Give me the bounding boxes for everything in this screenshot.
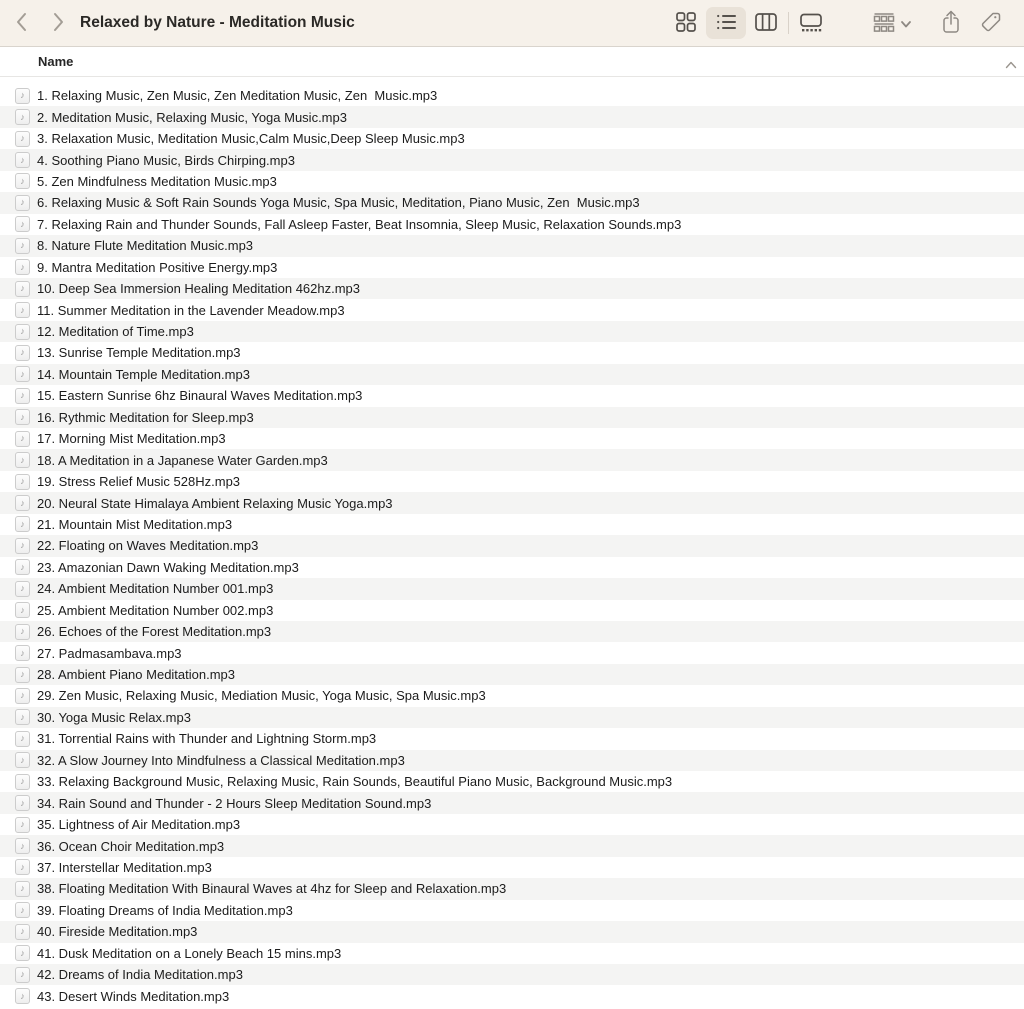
file-row[interactable] — [0, 428, 1024, 449]
file-name: 29. Zen Music, Relaxing Music, Mediation Music, Yoga Music, Spa Music.mp3 — [37, 688, 486, 704]
chevron-left-icon — [15, 12, 27, 35]
file-name: 27. Padmasambava.mp3 — [37, 645, 182, 661]
audio-file-icon: ♪ — [15, 366, 30, 382]
audio-file-icon: ♪ — [15, 495, 30, 511]
audio-file-icon: ♪ — [15, 581, 30, 597]
file-row[interactable] — [0, 707, 1024, 728]
audio-file-icon: ♪ — [15, 752, 30, 768]
audio-file-icon: ♪ — [15, 859, 30, 875]
file-row[interactable] — [0, 578, 1024, 599]
file-row[interactable] — [0, 192, 1024, 213]
file-row[interactable] — [0, 171, 1024, 192]
file-name: 36. Ocean Choir Meditation.mp3 — [37, 838, 225, 854]
file-name: 42. Dreams of India Meditation.mp3 — [37, 967, 243, 983]
list-view-icon — [715, 11, 737, 36]
group-icon — [872, 11, 896, 36]
icon-view-button[interactable] — [666, 7, 706, 39]
audio-file-icon: ♪ — [15, 924, 30, 940]
audio-file-icon: ♪ — [15, 838, 30, 854]
file-row[interactable] — [0, 535, 1024, 556]
file-name: 18. A Meditation in a Japanese Water Garden.mp3 — [37, 452, 328, 468]
group-button[interactable] — [864, 7, 918, 39]
grid-view-icon — [675, 11, 697, 36]
list-column-header — [0, 47, 1024, 77]
file-row[interactable] — [0, 750, 1024, 771]
file-row[interactable] — [0, 878, 1024, 899]
file-name: 12. Meditation of Time.mp3 — [37, 324, 194, 340]
audio-file-icon: ♪ — [15, 88, 30, 104]
chevron-right-icon — [53, 12, 65, 35]
audio-file-icon: ♪ — [15, 109, 30, 125]
audio-file-icon: ♪ — [15, 173, 30, 189]
audio-file-icon: ♪ — [15, 238, 30, 254]
file-row[interactable] — [0, 492, 1024, 513]
file-name: 10. Deep Sea Immersion Healing Meditation 462hz.mp3 — [37, 281, 361, 297]
file-row[interactable] — [0, 278, 1024, 299]
audio-file-icon: ♪ — [15, 967, 30, 983]
file-row[interactable] — [0, 900, 1024, 921]
file-name: 16. Rythmic Meditation for Sleep.mp3 — [37, 409, 254, 425]
gallery-view-icon — [799, 11, 823, 36]
file-name: 32. A Slow Journey Into Mindfulness a Classical Meditation.mp3 — [37, 752, 405, 768]
file-name: 13. Sunrise Temple Meditation.mp3 — [37, 345, 241, 361]
audio-file-icon: ♪ — [15, 795, 30, 811]
audio-file-icon: ♪ — [15, 817, 30, 833]
file-row[interactable] — [0, 364, 1024, 385]
audio-file-icon: ♪ — [15, 602, 30, 618]
file-row[interactable] — [0, 85, 1024, 106]
file-row[interactable] — [0, 106, 1024, 127]
file-row[interactable] — [0, 642, 1024, 663]
file-row[interactable] — [0, 557, 1024, 578]
file-name: 15. Eastern Sunrise 6hz Binaural Waves Meditation.mp3 — [37, 388, 363, 404]
file-name: 38. Floating Meditation With Binaural Waves at 4hz for Sleep and Relaxation.mp3 — [37, 881, 507, 897]
file-row[interactable] — [0, 407, 1024, 428]
audio-file-icon: ♪ — [15, 259, 30, 275]
column-view-button[interactable] — [746, 7, 786, 39]
audio-file-icon: ♪ — [15, 688, 30, 704]
file-name: 21. Mountain Mist Meditation.mp3 — [37, 516, 233, 532]
file-name: 6. Relaxing Music & Soft Rain Sounds Yoga Music, Spa Music, Meditation, Piano Music, Zen Music.mp3 — [37, 195, 640, 211]
file-row[interactable] — [0, 621, 1024, 642]
audio-file-icon: ♪ — [15, 388, 30, 404]
file-row[interactable] — [0, 771, 1024, 792]
file-name: 14. Mountain Temple Meditation.mp3 — [37, 366, 250, 382]
file-row[interactable] — [0, 128, 1024, 149]
file-row[interactable] — [0, 321, 1024, 342]
list-view-button[interactable] — [706, 7, 746, 39]
file-name: 28. Ambient Piano Meditation.mp3 — [37, 667, 236, 683]
chevron-down-icon — [901, 16, 911, 31]
audio-file-icon: ♪ — [15, 538, 30, 554]
file-name: 41. Dusk Meditation on a Lonely Beach 15 mins.mp3 — [37, 945, 342, 961]
file-name: 25. Ambient Meditation Number 002.mp3 — [37, 602, 274, 618]
audio-file-icon: ♪ — [15, 945, 30, 961]
file-name: 2. Meditation Music, Relaxing Music, Yoga Music.mp3 — [37, 109, 347, 125]
back-button[interactable] — [6, 9, 36, 37]
file-name: 1. Relaxing Music, Zen Music, Zen Meditation Music, Zen Music.mp3 — [37, 88, 438, 104]
audio-file-icon: ♪ — [15, 152, 30, 168]
file-name: 30. Yoga Music Relax.mp3 — [37, 709, 191, 725]
file-name: 17. Morning Mist Meditation.mp3 — [37, 431, 226, 447]
file-row[interactable] — [0, 985, 1024, 1006]
file-row[interactable] — [0, 728, 1024, 749]
file-name: 40. Fireside Meditation.mp3 — [37, 924, 198, 940]
file-name: 7. Relaxing Rain and Thunder Sounds, Fall Asleep Faster, Beat Insomnia, Sleep Music, Relaxation Sounds.mp3 — [37, 216, 682, 232]
file-name: 31. Torrential Rains with Thunder and Lightning Storm.mp3 — [37, 731, 377, 747]
window-title: Relaxed by Nature - Meditation Music — [80, 14, 355, 31]
audio-file-icon: ♪ — [15, 774, 30, 790]
audio-file-icon: ♪ — [15, 281, 30, 297]
file-row[interactable] — [0, 342, 1024, 363]
file-row[interactable] — [0, 964, 1024, 985]
tag-button[interactable] — [972, 7, 1010, 39]
file-name: 33. Relaxing Background Music, Relaxing Music, Rain Sounds, Beautiful Piano Music, Background Music.mp3 — [37, 774, 673, 790]
audio-file-icon: ♪ — [15, 216, 30, 232]
file-name: 19. Stress Relief Music 528Hz.mp3 — [37, 474, 241, 490]
file-row[interactable] — [0, 449, 1024, 470]
file-name: 24. Ambient Meditation Number 001.mp3 — [37, 581, 274, 597]
view-switcher — [666, 7, 831, 39]
file-name: 26. Echoes of the Forest Meditation.mp3 — [37, 624, 272, 640]
file-name: 34. Rain Sound and Thunder - 2 Hours Sleep Meditation Sound.mp3 — [37, 795, 432, 811]
audio-file-icon: ♪ — [15, 902, 30, 918]
file-row[interactable] — [0, 814, 1024, 835]
file-name: 35. Lightness of Air Meditation.mp3 — [37, 817, 241, 833]
file-name: 23. Amazonian Dawn Waking Meditation.mp3 — [37, 559, 299, 575]
file-row[interactable] — [0, 235, 1024, 256]
file-name: 9. Mantra Meditation Positive Energy.mp3 — [37, 259, 278, 275]
audio-file-icon: ♪ — [15, 131, 30, 147]
file-name: 5. Zen Mindfulness Meditation Music.mp3 — [37, 173, 277, 189]
file-row[interactable] — [0, 857, 1024, 878]
file-row[interactable] — [0, 792, 1024, 813]
audio-file-icon: ♪ — [15, 474, 30, 490]
column-view-icon — [754, 11, 778, 36]
file-row[interactable] — [0, 514, 1024, 535]
file-row[interactable] — [0, 685, 1024, 706]
audio-file-icon: ♪ — [15, 452, 30, 468]
file-name: 20. Neural State Himalaya Ambient Relaxing Music Yoga.mp3 — [37, 495, 393, 511]
file-name: 4. Soothing Piano Music, Birds Chirping.mp3 — [37, 152, 295, 168]
file-row[interactable] — [0, 385, 1024, 406]
gallery-view-button[interactable] — [791, 7, 831, 39]
file-row[interactable] — [0, 835, 1024, 856]
audio-file-icon: ♪ — [15, 645, 30, 661]
share-button[interactable] — [932, 7, 970, 39]
audio-file-icon: ♪ — [15, 409, 30, 425]
file-name: 37. Interstellar Meditation.mp3 — [37, 859, 212, 875]
audio-file-icon: ♪ — [15, 881, 30, 897]
audio-file-icon: ♪ — [15, 195, 30, 211]
audio-file-icon: ♪ — [15, 709, 30, 725]
share-icon — [941, 9, 961, 38]
file-row[interactable] — [0, 214, 1024, 235]
file-name: 39. Floating Dreams of India Meditation.mp3 — [37, 902, 293, 918]
file-name: 43. Desert Winds Meditation.mp3 — [37, 988, 230, 1004]
audio-file-icon: ♪ — [15, 731, 30, 747]
file-row[interactable] — [0, 664, 1024, 685]
tag-icon — [979, 10, 1003, 37]
file-row[interactable] — [0, 257, 1024, 278]
file-row[interactable] — [0, 921, 1024, 942]
sort-ascending-icon[interactable] — [1005, 56, 1017, 74]
audio-file-icon: ♪ — [15, 431, 30, 447]
audio-file-icon: ♪ — [15, 559, 30, 575]
audio-file-icon: ♪ — [15, 324, 30, 340]
name-column-header[interactable]: Name — [38, 54, 74, 69]
audio-file-icon: ♪ — [15, 624, 30, 640]
audio-file-icon: ♪ — [15, 302, 30, 318]
audio-file-icon: ♪ — [15, 667, 30, 683]
window-toolbar — [0, 0, 1024, 47]
file-name: 3. Relaxation Music, Meditation Music,Calm Music,Deep Sleep Music.mp3 — [37, 131, 465, 147]
file-row[interactable] — [0, 471, 1024, 492]
file-row[interactable] — [0, 149, 1024, 170]
file-row[interactable] — [0, 600, 1024, 621]
forward-button[interactable] — [44, 9, 74, 37]
audio-file-icon: ♪ — [15, 988, 30, 1004]
file-name: 11. Summer Meditation in the Lavender Meadow.mp3 — [37, 302, 345, 318]
audio-file-icon: ♪ — [15, 345, 30, 361]
file-name: 8. Nature Flute Meditation Music.mp3 — [37, 238, 254, 254]
toolbar-divider — [788, 12, 789, 34]
file-row[interactable] — [0, 299, 1024, 320]
file-list — [0, 77, 1024, 1007]
file-row[interactable] — [0, 943, 1024, 964]
audio-file-icon: ♪ — [15, 516, 30, 532]
file-name: 22. Floating on Waves Meditation.mp3 — [37, 538, 259, 554]
